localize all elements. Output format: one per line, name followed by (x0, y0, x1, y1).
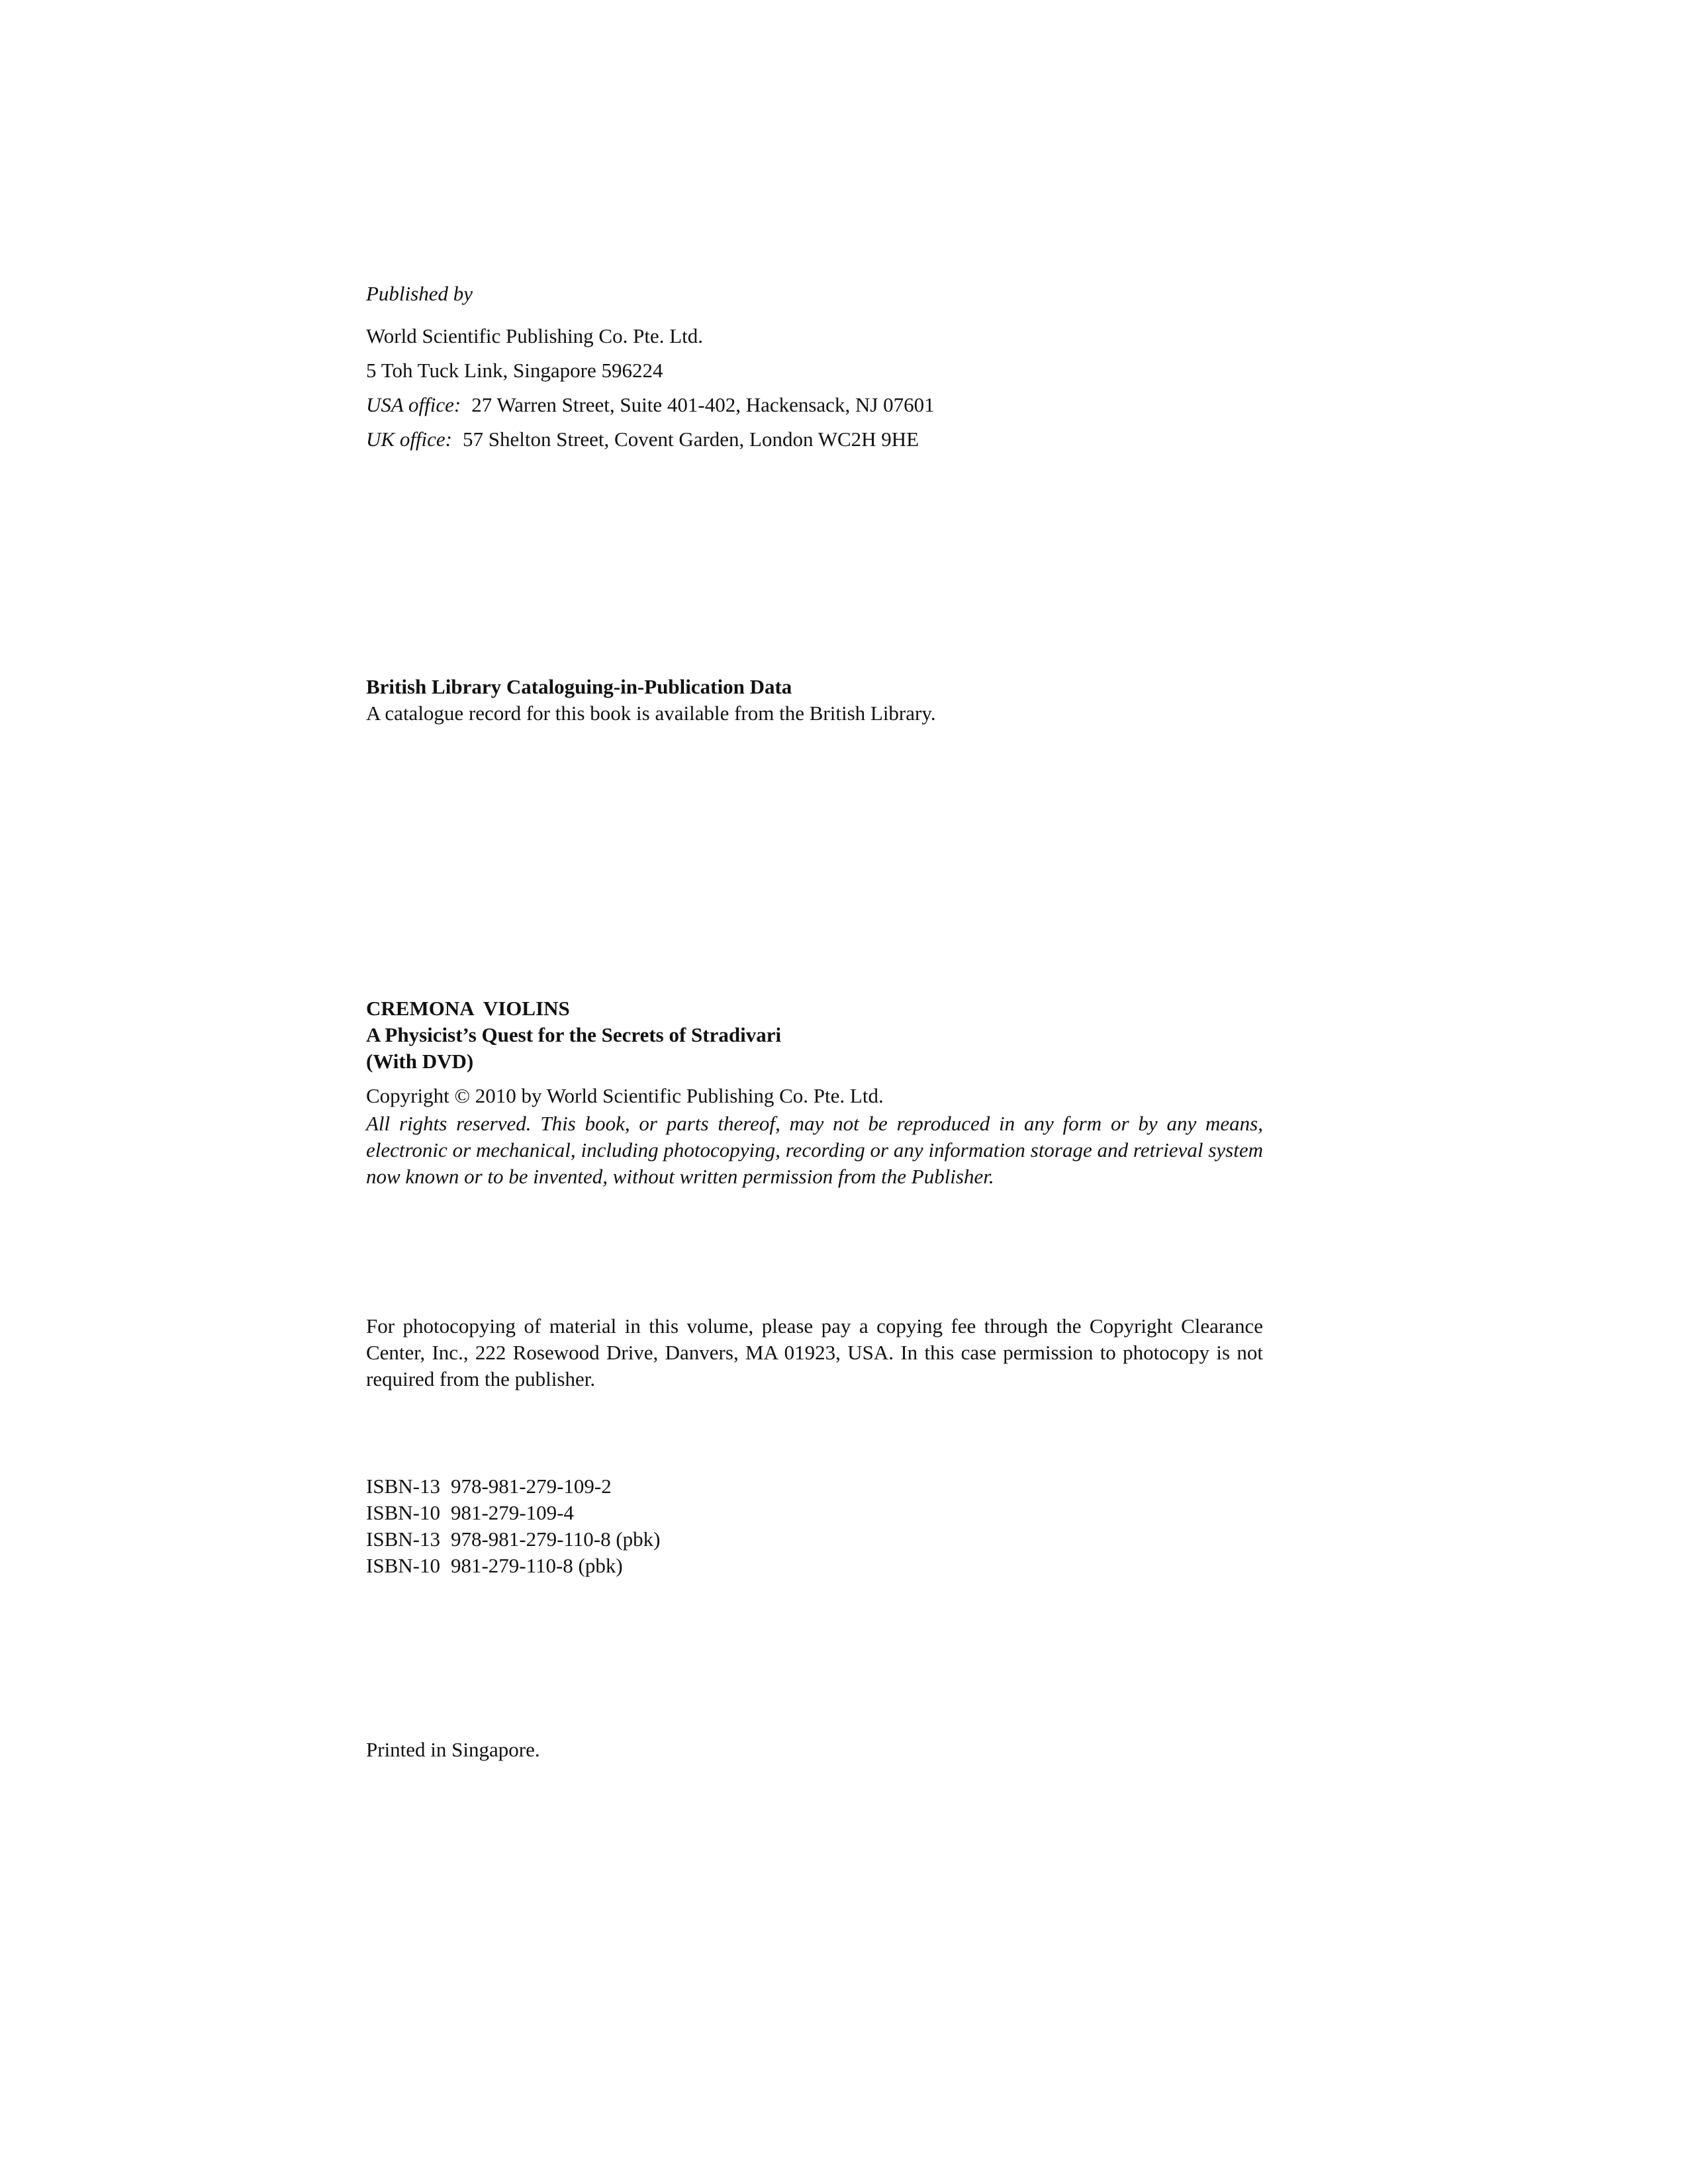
rights-statement: All rights reserved. This book, or parts thereof, may not be reproduced in any form or by any means, electronic or mechanical, including photocopying, recording or any information storage and retrieval system now known or to be invented, without written permission from the Publisher. (366, 1112, 1263, 1188)
isbn-number: 981-279-109-4 (450, 1501, 574, 1524)
isbn-line (366, 1553, 1263, 1579)
publisher-block (366, 277, 1263, 457)
cip-heading: British Library Cataloguing-in-Publication Data (366, 675, 792, 698)
book-title: CREMONA VIOLINS (366, 997, 570, 1020)
publisher-address: 5 Toh Tuck Link, Singapore 596224 (366, 359, 663, 382)
isbn-type: ISBN-13 (366, 1475, 440, 1498)
isbn-number: 978-981-279-109-2 (450, 1475, 612, 1498)
isbn-type: ISBN-10 (366, 1554, 440, 1577)
printed-block (366, 1737, 1263, 1763)
cip-block (366, 674, 1263, 727)
usa-office-address: 27 Warren Street, Suite 401-402, Hackensack, NJ 07601 (471, 393, 935, 416)
book-subtitle: A Physicist’s Quest for the Secrets of Stradivari (366, 1023, 782, 1046)
publisher-name: World Scientific Publishing Co. Pte. Ltd. (366, 324, 703, 347)
isbn-line (366, 1500, 1263, 1526)
isbn-number: 978-981-279-110-8 (pbk) (450, 1527, 661, 1551)
uk-office-line (366, 422, 1263, 457)
usa-office-line (366, 388, 1263, 422)
photocopy-notice: For photocopying of material in this volume, please pay a copying fee through the Copyright Clearance Center, Inc., 222 Rosewood Drive, Danvers, MA 01923, USA. In this case permission to photocopy is not required from the publisher. (366, 1314, 1263, 1390)
printed-in: Printed in Singapore. (366, 1738, 540, 1761)
isbn-line (366, 1526, 1263, 1553)
isbn-type: ISBN-10 (366, 1501, 440, 1524)
uk-office-label: UK office: (366, 428, 452, 451)
uk-office-address: 57 Shelton Street, Covent Garden, London WC2H 9HE (463, 428, 919, 451)
isbn-block (366, 1473, 1263, 1579)
cip-text: A catalogue record for this book is available from the British Library. (366, 702, 936, 725)
isbn-number: 981-279-110-8 (pbk) (450, 1554, 623, 1577)
isbn-type: ISBN-13 (366, 1527, 440, 1551)
photocopy-block (366, 1313, 1263, 1392)
copyright-block (366, 995, 1263, 1190)
book-edition: (With DVD) (366, 1050, 474, 1073)
published-by-label: Published by (366, 282, 473, 305)
usa-office-label: USA office: (366, 393, 461, 416)
copyright-line: Copyright © 2010 by World Scientific Publishing Co. Pte. Ltd. (366, 1084, 884, 1107)
isbn-line (366, 1473, 1263, 1500)
